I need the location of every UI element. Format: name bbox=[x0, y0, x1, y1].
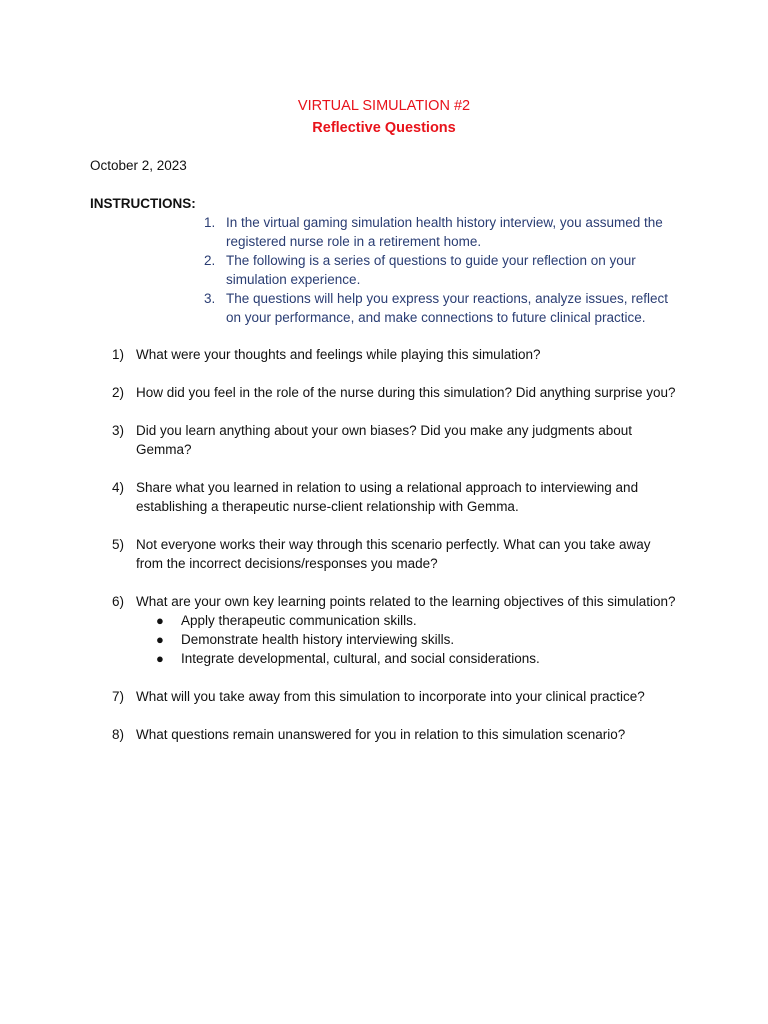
instruction-item bbox=[200, 289, 680, 327]
instruction-text: The following is a series of questions to guide your reflection on your simulation experience. bbox=[226, 253, 636, 287]
bullet-icon: ● bbox=[156, 651, 164, 666]
objective-text: Apply therapeutic communication skills. bbox=[181, 613, 417, 628]
document-title: VIRTUAL SIMULATION #2 bbox=[297, 98, 471, 114]
question-number: 8) bbox=[112, 727, 125, 742]
bullet-icon: ● bbox=[156, 613, 164, 628]
document-date: October 2, 2023 bbox=[90, 158, 187, 173]
question-number: 4) bbox=[112, 480, 125, 495]
instruction-item bbox=[200, 213, 680, 251]
objective-item bbox=[136, 630, 678, 649]
instruction-number: 1. bbox=[204, 215, 216, 230]
objective-text: Integrate developmental, cultural, and social considerations. bbox=[181, 651, 540, 666]
question-text: What will you take away from this simulation to incorporate into your clinical practice? bbox=[136, 689, 645, 704]
learning-objectives-list bbox=[136, 611, 678, 668]
question-number: 6) bbox=[112, 594, 125, 609]
objective-item bbox=[136, 649, 678, 668]
question-text: What were your thoughts and feelings while playing this simulation? bbox=[136, 347, 541, 362]
question-text: Not everyone works their way through this scenario perfectly. What can you take away from the incorrect decisions/responses you made? bbox=[136, 537, 651, 571]
title-block bbox=[0, 95, 768, 139]
question-text: Share what you learned in relation to using a relational approach to interviewing and establishing a therapeutic nurse-client relationship with Gemma. bbox=[136, 480, 639, 514]
questions-list bbox=[112, 345, 678, 763]
instruction-item bbox=[200, 251, 680, 289]
question-item bbox=[112, 687, 678, 706]
question-number: 1) bbox=[112, 347, 125, 362]
question-item bbox=[112, 383, 678, 402]
instruction-number: 3. bbox=[204, 291, 216, 306]
question-number: 3) bbox=[112, 423, 125, 438]
objective-text: Demonstrate health history interviewing skills. bbox=[181, 632, 455, 647]
instructions-label: INSTRUCTIONS: bbox=[90, 196, 196, 211]
question-number: 5) bbox=[112, 537, 125, 552]
question-text: How did you feel in the role of the nurse during this simulation? Did anything surprise you? bbox=[136, 385, 676, 400]
bullet-icon: ● bbox=[156, 632, 164, 647]
question-number: 2) bbox=[112, 385, 125, 400]
instruction-number: 2. bbox=[204, 253, 216, 268]
instructions-list bbox=[200, 213, 680, 327]
question-text: What are your own key learning points related to the learning objectives of this simulation? bbox=[136, 594, 676, 609]
objective-item bbox=[136, 611, 678, 630]
question-item bbox=[112, 535, 678, 573]
question-text: What questions remain unanswered for you in relation to this simulation scenario? bbox=[136, 727, 626, 742]
question-item bbox=[112, 478, 678, 516]
instruction-text: The questions will help you express your reactions, analyze issues, reflect on your performance, and make connections to future clinical practice. bbox=[226, 291, 668, 325]
question-item bbox=[112, 592, 678, 668]
document-subtitle: Reflective Questions bbox=[312, 120, 456, 136]
question-item bbox=[112, 345, 678, 364]
question-item bbox=[112, 725, 678, 744]
question-item bbox=[112, 421, 678, 459]
question-text: Did you learn anything about your own biases? Did you make any judgments about Gemma? bbox=[136, 423, 633, 457]
instruction-text: In the virtual gaming simulation health history interview, you assumed the registered nurse role in a retirement home. bbox=[226, 215, 663, 249]
question-number: 7) bbox=[112, 689, 125, 704]
